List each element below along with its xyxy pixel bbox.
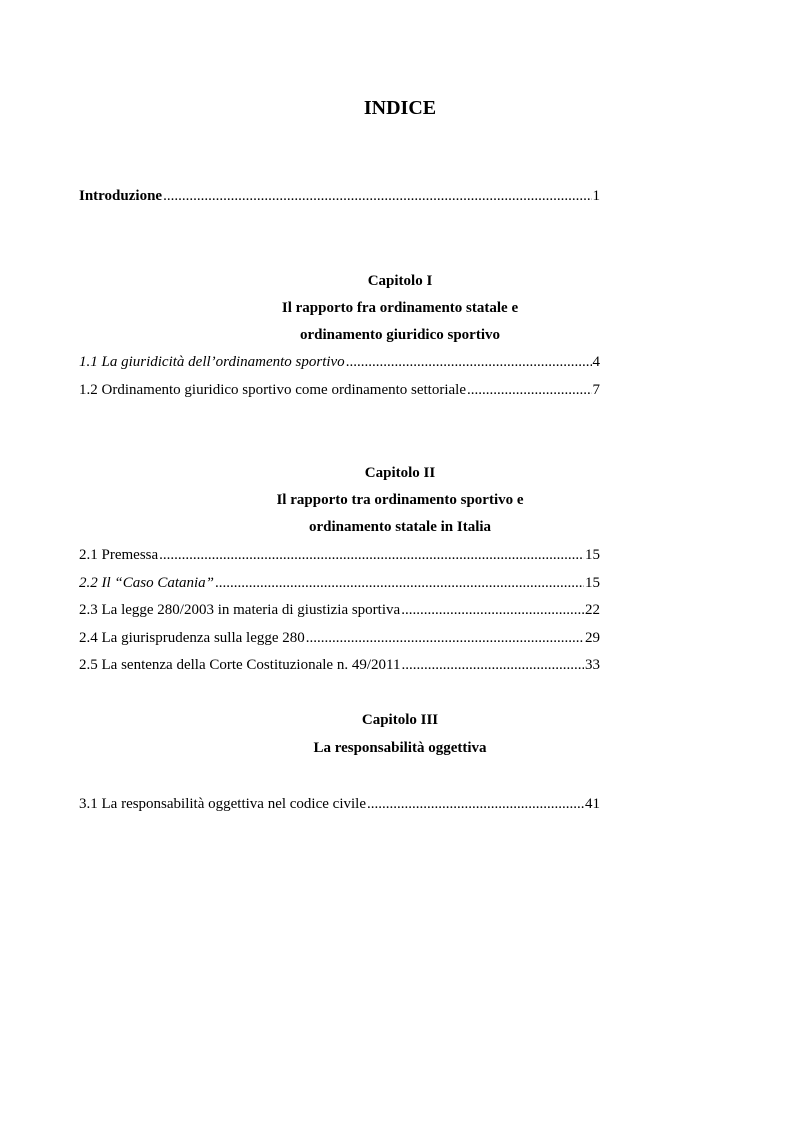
chapter-2-number: Capitolo II xyxy=(364,465,436,481)
toc-entry-label: 1.2 Ordinamento giuridico sportivo come ordinamento settoriale xyxy=(79,382,466,398)
dot-leader xyxy=(306,628,584,648)
toc-entry-1-2[interactable] xyxy=(79,380,600,400)
toc-entry-2-4[interactable] xyxy=(79,628,600,648)
chapter-2-title-line1: Il rapporto tra ordinamento sportivo e xyxy=(276,492,524,508)
toc-entry-page: 7 xyxy=(592,382,600,398)
toc-entry-label: 2.2 Il “Caso Catania” xyxy=(79,575,215,591)
dot-leader xyxy=(467,380,592,400)
dot-leader xyxy=(367,794,584,814)
toc-entry-page: 22 xyxy=(585,602,600,618)
toc-entry-page: 1 xyxy=(592,188,600,204)
dot-leader xyxy=(401,600,584,620)
toc-entry-introduzione[interactable] xyxy=(79,186,600,206)
toc-entry-label: Introduzione xyxy=(79,188,163,204)
toc-entry-label: 2.3 La legge 280/2003 in materia di giustizia sportiva xyxy=(79,602,401,618)
chapter-1-number: Capitolo I xyxy=(367,273,433,289)
toc-entry-page: 33 xyxy=(585,657,600,673)
dot-leader xyxy=(159,545,584,565)
dot-leader xyxy=(346,352,592,372)
chapter-1-title-line2: ordinamento giuridico sportivo xyxy=(299,327,500,343)
toc-entry-page: 29 xyxy=(585,630,600,646)
toc-entry-page: 41 xyxy=(585,796,600,812)
dot-leader xyxy=(215,573,584,593)
page-title: INDICE xyxy=(363,97,437,119)
chapter-1-title-line1: Il rapporto fra ordinamento statale e xyxy=(281,300,519,316)
toc-entry-3-1[interactable] xyxy=(79,794,600,814)
toc-entry-label: 3.1 La responsabilità oggettiva nel codice civile xyxy=(79,796,366,812)
toc-entry-2-3[interactable] xyxy=(79,600,600,620)
toc-entry-2-1[interactable] xyxy=(79,545,600,565)
chapter-2-title-line2: ordinamento statale in Italia xyxy=(308,519,492,535)
toc-entry-page: 15 xyxy=(585,547,600,563)
toc-entry-label: 2.1 Premessa xyxy=(79,547,159,563)
toc-entry-2-5[interactable] xyxy=(79,655,600,675)
toc-entry-label: 1.1 La giuridicità dell’ordinamento sportivo xyxy=(79,354,345,370)
chapter-3-title-line1: La responsabilità oggettiva xyxy=(313,740,487,756)
dot-leader xyxy=(401,655,584,675)
toc-entry-1-1[interactable] xyxy=(79,352,600,372)
toc-entry-page: 15 xyxy=(585,575,600,591)
toc-entry-label: 2.4 La giurisprudenza sulla legge 280 xyxy=(79,630,305,646)
toc-entry-2-2[interactable] xyxy=(79,573,600,593)
dot-leader xyxy=(163,186,591,206)
toc-entry-page: 4 xyxy=(592,354,600,370)
chapter-3-number: Capitolo III xyxy=(361,712,439,728)
toc-entry-label: 2.5 La sentenza della Corte Costituzionale n. 49/2011 xyxy=(79,657,401,673)
